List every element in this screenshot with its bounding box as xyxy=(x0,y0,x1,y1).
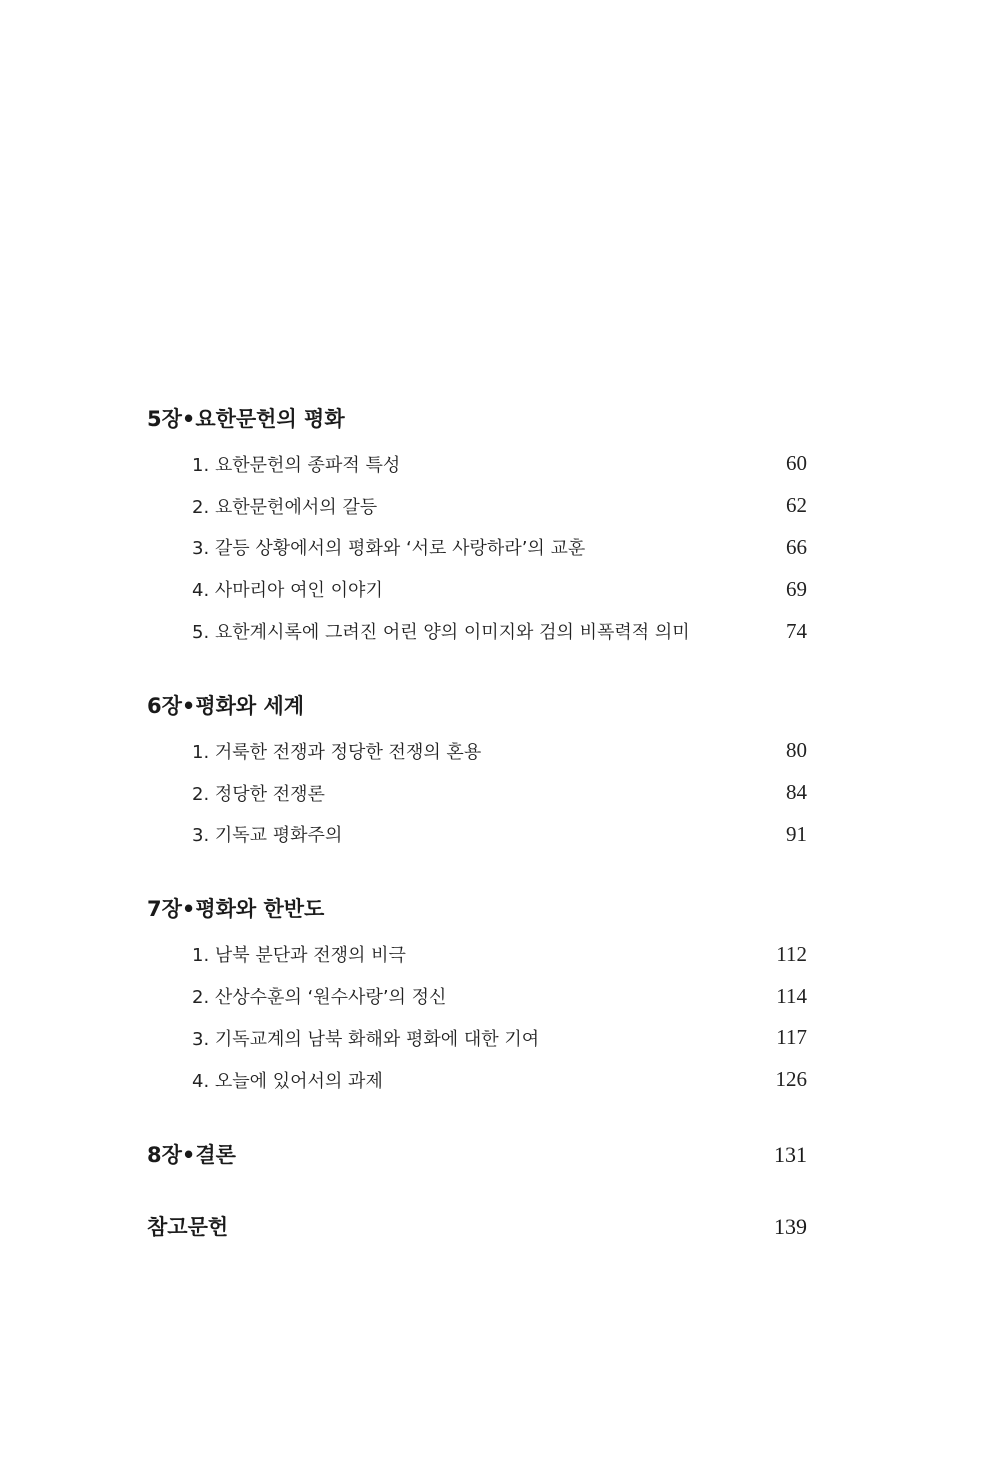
chapter-page: 131 xyxy=(774,1141,807,1167)
chapter-5 xyxy=(147,401,807,652)
toc-entry xyxy=(147,975,807,1017)
chapter-title xyxy=(147,688,807,724)
toc-entry xyxy=(147,1017,807,1059)
chapter-7 xyxy=(147,891,807,1100)
entry-page: 80 xyxy=(786,738,807,763)
toc-entry xyxy=(147,443,807,485)
entry-label: 1. 요한문헌의 종파적 특성 xyxy=(192,454,401,476)
entry-label: 1. 남북 분단과 전쟁의 비극 xyxy=(192,945,406,967)
references-title: 참고문헌 xyxy=(147,1214,229,1239)
entry-label: 2. 정당한 전쟁론 xyxy=(192,783,325,805)
table-of-contents xyxy=(147,401,807,1281)
chapter-8-conclusion xyxy=(147,1137,807,1173)
entry-page: 117 xyxy=(776,1025,807,1050)
chapter-title xyxy=(147,891,807,927)
toc-entry xyxy=(147,730,807,772)
entry-page: 62 xyxy=(786,493,807,518)
entry-label: 3. 기독교 평화주의 xyxy=(192,825,343,847)
entry-page: 126 xyxy=(775,1067,807,1092)
entry-label: 1. 거룩한 전쟁과 정당한 전쟁의 혼용 xyxy=(192,741,482,763)
entry-page: 84 xyxy=(786,780,807,805)
chapter-title-text: 5장•요한문헌의 평화 xyxy=(147,407,345,431)
toc-entry xyxy=(147,527,807,569)
toc-entry xyxy=(147,610,807,652)
entry-label: 2. 요한문헌에서의 갈등 xyxy=(192,496,378,518)
references-page: 139 xyxy=(774,1213,807,1239)
entry-label: 4. 오늘에 있어서의 과제 xyxy=(192,1070,383,1092)
chapter-6 xyxy=(147,688,807,855)
toc-entry xyxy=(147,814,807,856)
toc-entry xyxy=(147,933,807,975)
entry-label: 4. 사마리아 여인 이야기 xyxy=(192,580,383,602)
toc-entry xyxy=(147,485,807,527)
entry-page: 66 xyxy=(786,534,807,559)
chapter-title-text: 6장•평화와 세계 xyxy=(147,693,305,718)
toc-entry xyxy=(147,1059,807,1101)
chapter-title-text: 8장•결론 xyxy=(147,1142,236,1167)
references xyxy=(147,1209,807,1245)
chapter-title xyxy=(147,401,807,437)
entry-page: 114 xyxy=(776,983,807,1008)
entry-page: 69 xyxy=(786,576,807,601)
toc-entry xyxy=(147,772,807,814)
entry-page: 91 xyxy=(786,821,807,846)
entry-label: 5. 요한계시록에 그려진 어린 양의 이미지와 검의 비폭력적 의미 xyxy=(192,622,690,644)
entry-page: 60 xyxy=(786,451,807,476)
toc-entry xyxy=(147,568,807,610)
entry-page: 112 xyxy=(776,941,807,966)
entry-label: 3. 기독교계의 남북 화해와 평화에 대한 기여 xyxy=(192,1028,540,1050)
entry-label: 2. 산상수훈의 ‘원수사랑’의 정신 xyxy=(192,987,447,1009)
entry-label: 3. 갈등 상황에서의 평화와 ‘서로 사랑하라’의 교훈 xyxy=(192,538,586,560)
chapter-title-text: 7장•평화와 한반도 xyxy=(147,897,325,922)
entry-page: 74 xyxy=(786,618,807,643)
